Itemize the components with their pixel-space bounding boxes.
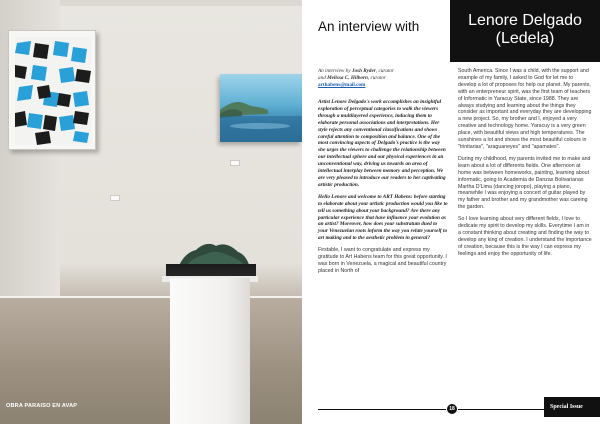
page-number: 18 <box>447 404 457 414</box>
seascape-painting <box>220 74 302 142</box>
column-right <box>458 68 592 263</box>
byline-and: and <box>318 75 328 81</box>
pedestal <box>170 278 250 424</box>
abstract-artwork <box>8 30 96 150</box>
byline-author-2: Melissa C. Hilborn <box>327 75 368 81</box>
byline <box>318 68 448 82</box>
magazine-page <box>302 0 600 424</box>
island-scene <box>220 74 302 142</box>
byline-role-2: , curator <box>367 75 387 81</box>
byline-author-1: Josh Ryder <box>351 68 376 74</box>
geometric-pattern <box>15 37 91 145</box>
interview-question: Hello Lenore and welcome to ART Habens: before starting to elaborate about your artistic production would you like to tell us something about your background? Are there any particular experience that have influence your evolution as an artist? Moreover, how does your substratum dued to your Venezuelan roots inform the way you relate yourself to art making and to the aesthetic problem in general? <box>318 193 448 242</box>
column-left <box>318 68 448 280</box>
artist-nickname: (Ledela) <box>495 30 555 47</box>
answer-paragraph: So I love learning about very different fields, I love to dedicate my spirit to develop my skills. Everytime I am in a constant thinking about creating and finding the way to develop any king of creation. I understand the importance of creation, because this is the way I can express my feelings and enjoy the opportunity of life. <box>458 216 592 257</box>
answer-paragraph: Firstable, I want to congratulate and express my gratitude to Art Habens team for this great opportunity. I was born in Venezuela, a magical and beautiful country placed in North of <box>318 247 447 274</box>
intro-paragraph: Artist Lenore Delgado's work accomplishes an insightful exploration of perceptual categories to walk the viewers through a multilayered experience, inducing them to elaborate personal associations and interpretations. Her style rejects any conventional classifications and shows careful attention to composition and balance. One of the most convincing aspects of Delgado's practice is the way she urges the viewers to challenge the relationship between our intellectual sphere and our physical experiences in an unconventional way, driving us towards an area of intellectual interplay between memory and perception. We are very pleased to introduce our readers to her captivating artistic production. <box>318 99 446 188</box>
headline-kicker: An interview with <box>318 19 420 34</box>
footer-rule <box>458 409 544 410</box>
photo-caption: OBRA PARAISO EN AVAP <box>6 403 78 409</box>
section-label: Special Issue <box>544 397 600 417</box>
byline-role-1: , curator <box>375 68 394 74</box>
footer-rule <box>318 409 446 410</box>
painting-label <box>230 160 240 166</box>
artist-name: Lenore Delgado <box>468 12 582 29</box>
byline-prefix: An interview by <box>318 68 352 74</box>
artist-name-block <box>450 0 600 62</box>
answer-paragraph: During my childhood, my parents invited me to make and learn about a lot of differents fields. One afternoon at home was between homeworks, painting, learning about informatic, going to Academia de Danzas Bolivarianas Martha D'Lima (dancing joropo), playing a piano, meanwhile I was enjoying a concert of guitar played by my father and brother and my grandmother was careing the garden. <box>458 155 591 211</box>
contact-email-link[interactable]: arthabens@mail.com <box>318 82 366 88</box>
answer-paragraph: South America. Since I was a child, with the support and example of my family, I asked to God for let me to develop a lot of proposes for help our planet. My parents, with an enterpreneur spirit, was the first team of teachers of Informatic in Yaracuy State, since 1988. They are always studying and learning about the things they consider as important and everyday they are developping a new project. So, my brother and I, enjoyed a very creative and technology home. Yaracuy is a very green place, with beautiful views and high temperatures. The sunshines a lot and shows the most beautiful colours in "trinitarias", "araguaneyes" and "apamates". <box>458 68 592 150</box>
artwork-label <box>110 195 120 201</box>
